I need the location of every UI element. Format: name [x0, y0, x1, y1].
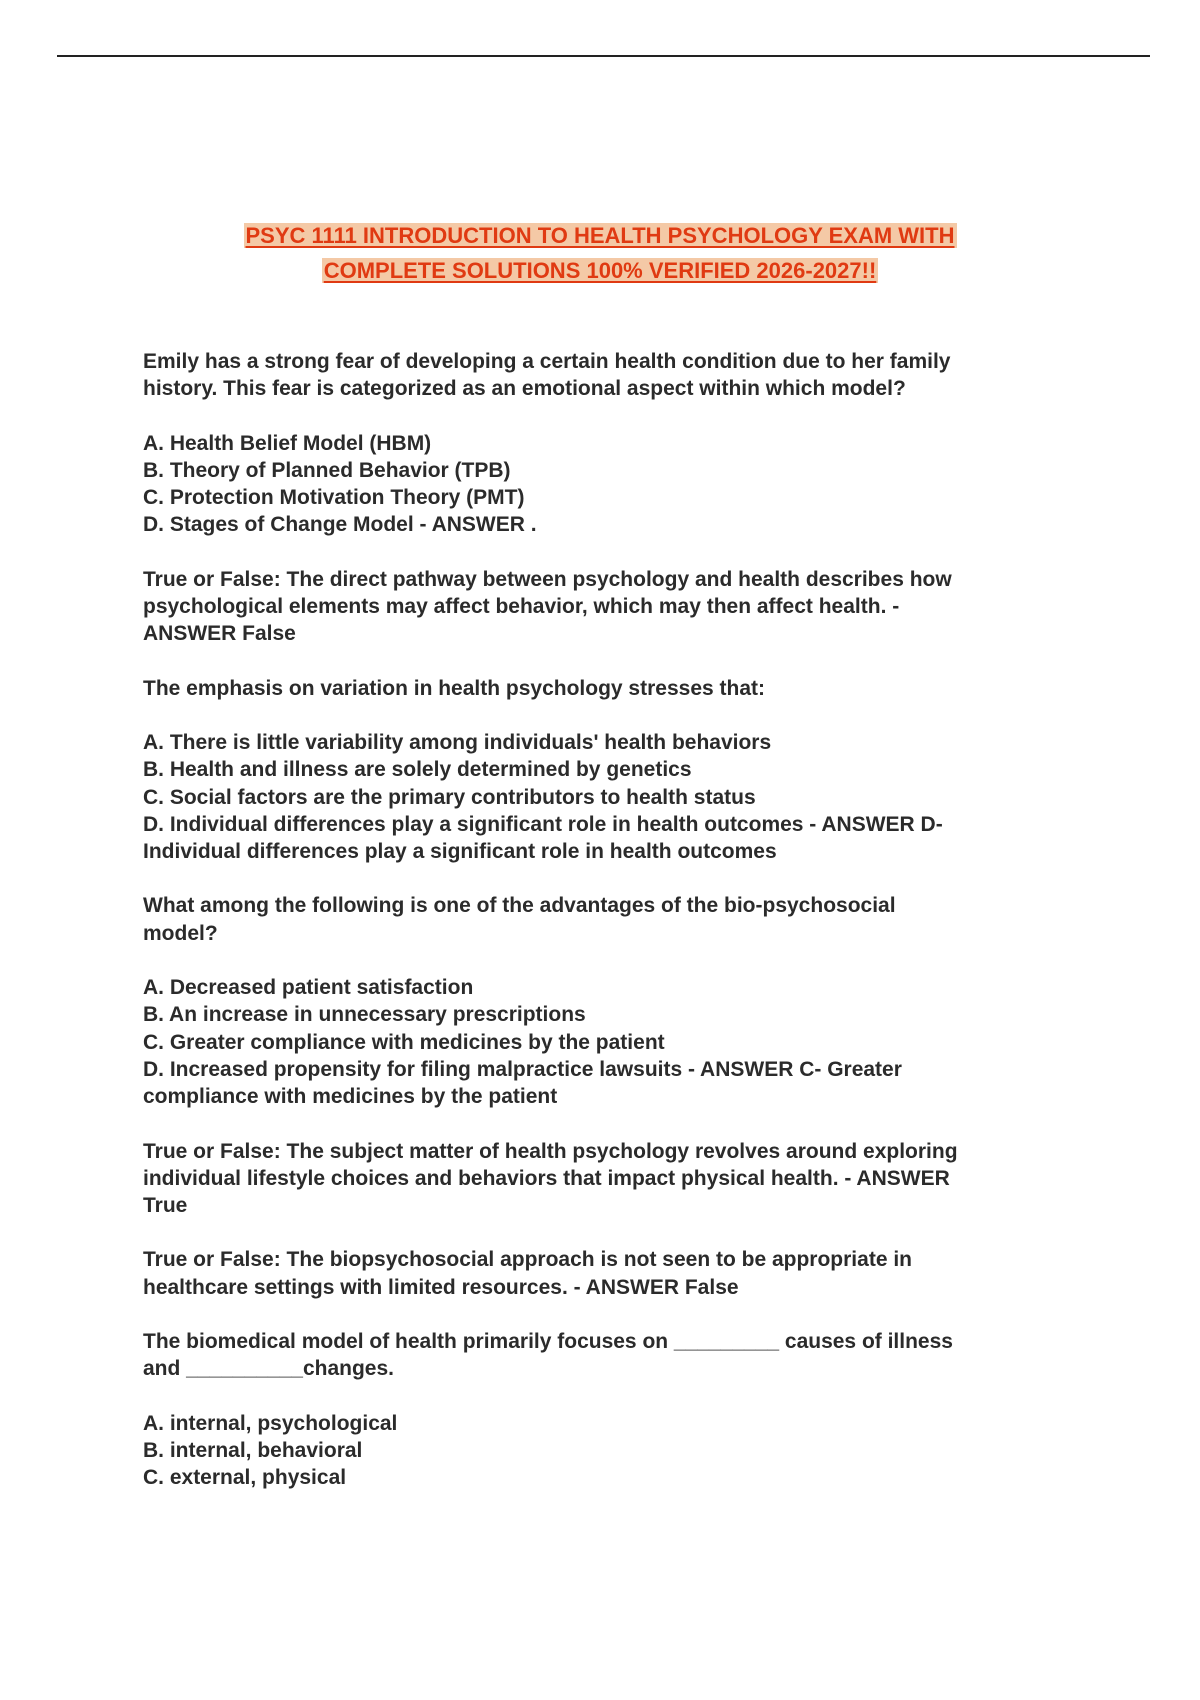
title-line-1: PSYC 1111 INTRODUCTION TO HEALTH PSYCHOLOGY EXAM WITH — [245, 223, 955, 248]
answer-option: A. Decreased patient satisfaction — [143, 976, 474, 1000]
question-text: Emily has a strong fear of developing a certain health condition due to her family history. This fear is categorized as an emotional aspect within which model? — [143, 350, 951, 401]
answer-option: A. There is little variability among individuals' health behaviors — [143, 730, 772, 754]
spacer — [143, 403, 1073, 430]
spacer — [143, 865, 1073, 892]
question-text: True or False: The biopsychosocial approach is not seen to be appropriate in healthcare settings with limited resources. - ANSWER False — [143, 1248, 912, 1299]
spacer — [143, 648, 1073, 675]
top-rule — [57, 55, 1150, 57]
question-text: True or False: The subject matter of health psychology revolves around exploring individual lifestyle choices and behaviors that impact physical health. - ANSWER True — [143, 1139, 958, 1218]
answer-option: C. Social factors are the primary contributors to health status — [143, 785, 756, 809]
spacer — [143, 1301, 1073, 1328]
document-title — [140, 218, 1060, 288]
answer-option: B. Health and illness are solely determined by genetics — [143, 758, 692, 782]
spacer — [143, 947, 1073, 974]
answer-option: C. Protection Motivation Theory (PMT) — [143, 486, 525, 510]
answer-option: D. Stages of Change Model - ANSWER . — [143, 513, 537, 537]
spacer — [143, 1111, 1073, 1138]
spacer — [143, 539, 1073, 566]
exam-content — [143, 348, 1073, 1492]
answer-option: D. Individual differences play a significant role in health outcomes - ANSWER D- Individual differences play a significant role in health outcomes — [143, 812, 943, 864]
answer-option: D. Increased propensity for filing malpractice lawsuits - ANSWER C- Greater compliance with medicines by the patient — [143, 1057, 902, 1109]
question-text: True or False: The direct pathway between psychology and health describes how psychological elements may affect behavior, which may then affect health. - ANSWER False — [143, 567, 952, 646]
question-text: What among the following is one of the advantages of the bio-psychosocial model? — [143, 894, 896, 945]
title-line-2: COMPLETE SOLUTIONS 100% VERIFIED 2026-2027!! — [323, 258, 877, 283]
question-text: The biomedical model of health primarily focuses on _________ causes of illness and __________changes. — [143, 1330, 953, 1381]
spacer — [143, 1219, 1073, 1246]
question-text: The emphasis on variation in health psychology stresses that: — [143, 676, 765, 700]
spacer — [143, 1383, 1073, 1410]
answer-option: B. Theory of Planned Behavior (TPB) — [143, 458, 511, 482]
spacer — [143, 702, 1073, 729]
answer-option: C. external, physical — [143, 1466, 347, 1490]
answer-option: B. internal, behavioral — [143, 1438, 363, 1462]
answer-option: B. An increase in unnecessary prescriptions — [143, 1003, 586, 1027]
answer-option: C. Greater compliance with medicines by the patient — [143, 1030, 665, 1054]
answer-option: A. Health Belief Model (HBM) — [143, 431, 432, 455]
answer-option: A. internal, psychological — [143, 1411, 398, 1435]
